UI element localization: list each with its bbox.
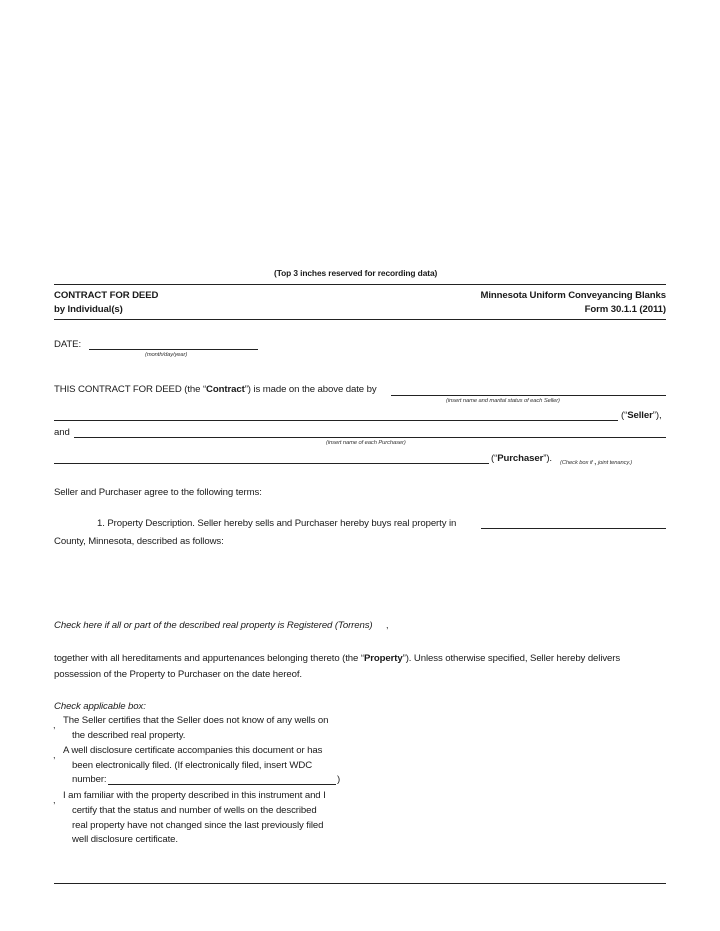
wells-heading: Check applicable box: [54,701,146,712]
well-option2-line3: number: [72,774,107,785]
joint-tenancy-checkbox[interactable]: , [594,456,597,466]
well-option3-line3: real property have not changed since the last previously filed [72,820,324,831]
well-option3-line2: certify that the status and number of wells on the described [72,805,317,816]
well-option1-line2: the described real property. [72,730,186,741]
header-top-rule [54,284,666,285]
form-series: Minnesota Uniform Conveyancing Blanks [480,290,666,301]
seller-name-field-2[interactable] [54,420,618,421]
purchaser-label: (“Purchaser”). [491,453,552,464]
form-title: CONTRACT FOR DEED [54,290,159,301]
together-line1: together with all hereditaments and appurtenances belonging thereto (the “Property”). Unless otherwise specified, Seller hereby delivers [54,653,621,664]
date-hint: (month/day/year) [145,352,188,358]
seller-hint: (insert name and marital status of each Seller) [446,398,560,404]
footer-rule [54,883,666,884]
form-subtitle: by Individual(s) [54,304,123,315]
wdc-number-field[interactable] [108,784,336,785]
together-line2: possession of the Property to Purchaser on the date hereof. [54,669,302,680]
well-option2-line2: been electronically filed. (If electronically filed, insert WDC [72,760,313,771]
torrens-checkbox[interactable]: , [386,620,389,630]
joint-tenancy-hint: (Check box if , joint tenancy.) [560,456,633,466]
purchaser-name-field-2[interactable] [54,463,489,464]
and-label: and [54,427,70,438]
property-description-line2: County, Minnesota, described as follows: [54,536,224,547]
form-number: Form 30.1.1 (2011) [584,304,666,315]
torrens-label: Check here if all or part of the described real property is Registered (Torrens) [54,620,373,631]
wdc-close-paren: ) [337,774,341,785]
county-field[interactable] [481,528,666,529]
purchaser-name-field[interactable] [74,437,666,438]
well-option3-line1: I am familiar with the property described in this instrument and I [63,790,326,801]
date-field[interactable] [89,349,258,350]
well-option2-line1: A well disclosure certificate accompanies this document or has [63,745,323,756]
well-option1-line1: The Seller certifies that the Seller does not know of any wells on [63,715,329,726]
header-bottom-rule [54,319,666,320]
property-description-line1: 1. Property Description. Seller hereby sells and Purchaser hereby buys real property in [97,518,457,529]
seller-label: (“Seller”), [621,410,662,421]
well-option3-line4: well disclosure certificate. [72,834,178,845]
recording-note: (Top 3 inches reserved for recording data) [274,268,438,278]
well-option2-checkbox[interactable]: , [53,750,56,760]
seller-name-field[interactable] [391,395,666,396]
contract-intro: THIS CONTRACT FOR DEED (the “Contract”) is made on the above date by [54,384,377,395]
terms-intro: Seller and Purchaser agree to the following terms: [54,487,262,498]
purchaser-hint: (insert name of each Purchaser) [326,440,406,446]
well-option3-checkbox[interactable]: , [53,795,56,805]
date-label: DATE: [54,339,82,350]
well-option1-checkbox[interactable]: , [53,720,56,730]
